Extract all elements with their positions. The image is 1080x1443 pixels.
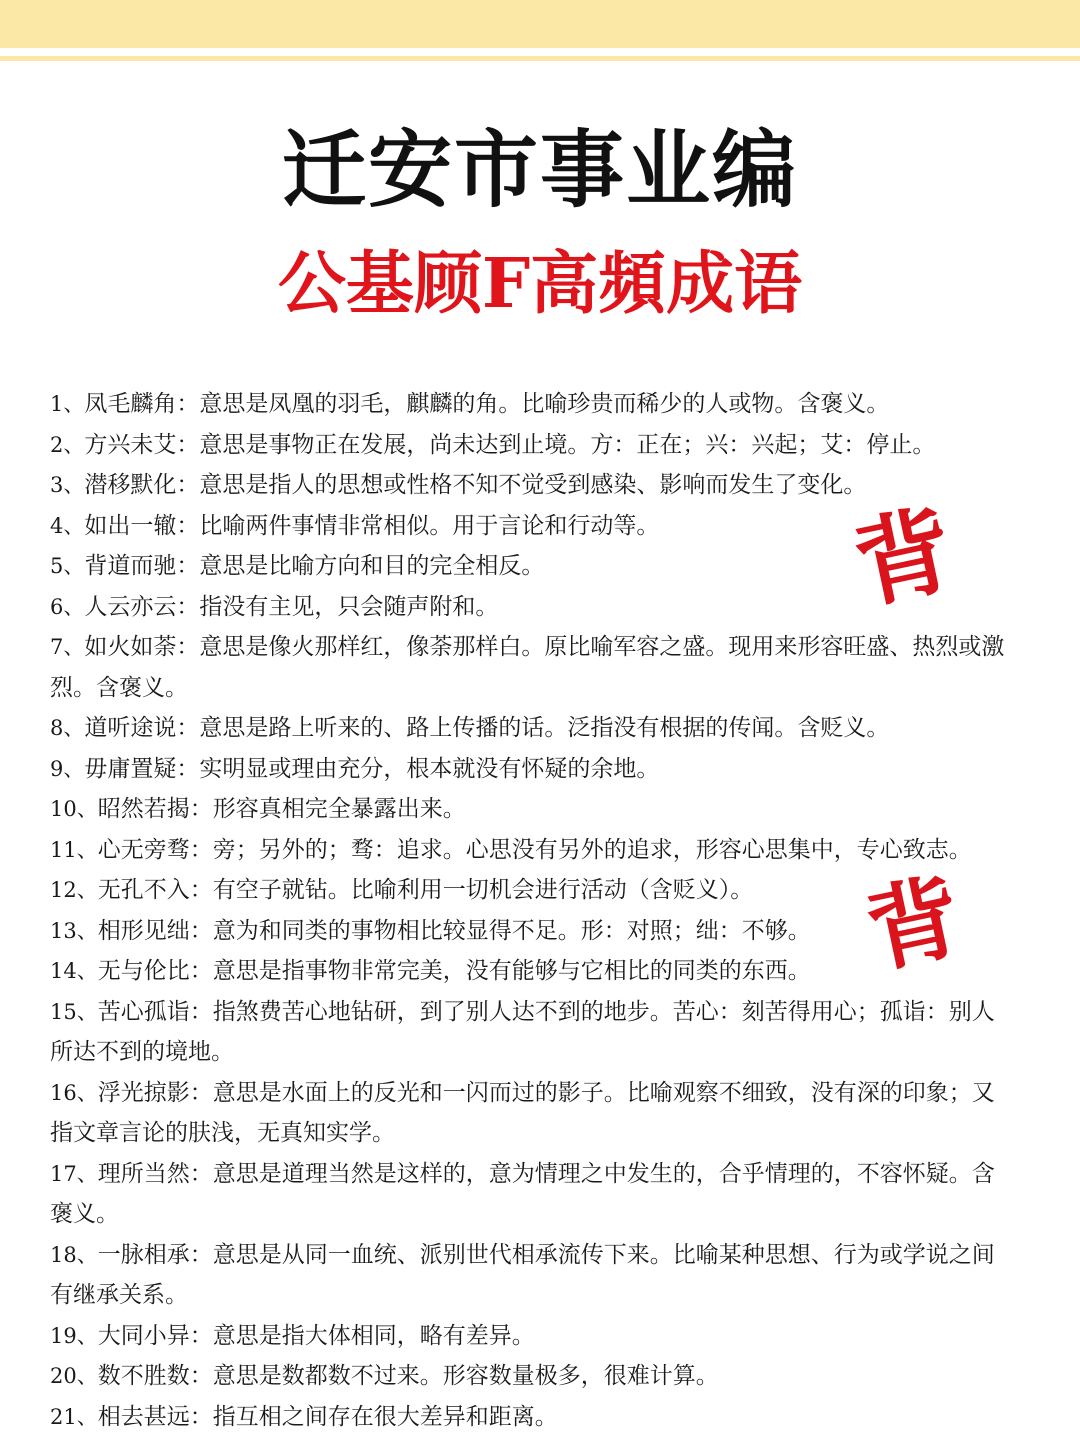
memorize-stamp: 背 <box>845 492 963 623</box>
top-decorative-line <box>0 56 1080 61</box>
idiom-term: 浮光掠影 <box>97 1079 190 1106</box>
idiom-number: 20、 <box>50 1364 98 1388</box>
idiom-number: 18、 <box>50 1242 98 1267</box>
idiom-term: 背道而驰 <box>84 553 177 579</box>
idiom-item <box>50 1073 1010 1154</box>
page-title: 迁安市事业编 <box>281 121 798 219</box>
idiom-term: 数不胜数 <box>97 1363 190 1389</box>
page-subtitle: 公基顾F高頻成语 <box>277 244 803 324</box>
idiom-term: 潜移默化 <box>84 472 177 498</box>
idiom-definition: ：实明显或理由充分，根本就没有怀疑的余地。 <box>176 755 660 782</box>
idiom-term: 人云亦云 <box>84 593 177 620</box>
idiom-item <box>50 830 1010 871</box>
idiom-term: 无孔不入 <box>97 877 190 903</box>
idiom-number: 8、 <box>50 716 85 740</box>
idiom-number: 7、 <box>50 635 85 659</box>
idiom-number: 17、 <box>50 1161 98 1186</box>
idiom-number: 21、 <box>50 1404 98 1429</box>
idiom-term: 相去甚远 <box>97 1403 190 1430</box>
idiom-term: 昭然若揭 <box>97 796 190 822</box>
idiom-item <box>50 749 1010 790</box>
idiom-number: 4、 <box>50 513 85 538</box>
idiom-item <box>50 789 1010 830</box>
idiom-item <box>50 951 1010 992</box>
idiom-term: 苦心孤诣 <box>97 998 190 1025</box>
idiom-term: 如出一辙 <box>84 512 177 539</box>
idiom-definition: ：指煞费苦心地钻研，到了别人达不到的地步。苦心：刻苦得用心；孤诣：别人所达不到的境地。 <box>50 998 995 1065</box>
idiom-definition: ：旁；另外的；骛：追求。心思没有另外的追求，形容心思集中，专心致志。 <box>189 836 972 863</box>
idiom-term: 大同小异 <box>97 1322 190 1349</box>
idiom-definition: ：意思是道理当然是这样的，意为情理之中发生的，合乎情理的，不容怀疑。含褒义。 <box>50 1160 995 1227</box>
idiom-number: 15、 <box>50 999 98 1024</box>
idiom-item <box>50 708 1010 749</box>
idiom-number: 3、 <box>50 473 85 497</box>
idiom-item <box>50 1356 1010 1397</box>
idiom-item <box>50 1235 1010 1316</box>
idiom-number: 10、 <box>50 797 98 821</box>
idiom-definition: ：意思是数都数不过来。形容数量极多，很难计算。 <box>189 1363 719 1389</box>
idiom-number: 5、 <box>50 554 85 578</box>
idiom-item <box>50 1316 1010 1357</box>
idiom-definition: ：意思是凤凰的羽毛，麒麟的角。比喻珍贵而稀少的人或物。含褒义。 <box>176 391 890 417</box>
idiom-item <box>50 425 1010 466</box>
idiom-number: 11、 <box>50 837 98 862</box>
idiom-item <box>50 384 1010 425</box>
idiom-definition: ：意思是指大体相同，略有差异。 <box>189 1322 535 1349</box>
idiom-number: 14、 <box>50 959 98 983</box>
idiom-number: 6、 <box>50 594 85 619</box>
idiom-item <box>50 1397 1010 1438</box>
idiom-definition: ：指没有主见，只会随声附和。 <box>176 593 499 620</box>
idiom-term: 如火如荼 <box>84 634 177 660</box>
idiom-definition: ：意思是指人的思想或性格不知不觉受到感染、影响而发生了变化。 <box>176 472 867 498</box>
idiom-term: 方兴未艾 <box>84 431 177 458</box>
idiom-item <box>50 1154 1010 1235</box>
idiom-definition: ：意思是从同一血统、派别世代相承流传下来。比喻某种思想、行为或学说之间有继承关系。 <box>50 1241 995 1308</box>
idiom-definition: ：意思是事物正在发展，尚未达到止境。方：正在；兴：兴起；艾：停止。 <box>176 431 936 458</box>
idiom-term: 道听途说 <box>84 715 177 741</box>
idiom-definition: ：意思是路上听来的、路上传播的话。泛指没有根据的传闻。含贬义。 <box>176 715 890 741</box>
idiom-term: 毋庸置疑 <box>84 755 177 782</box>
idiom-item <box>50 992 1010 1073</box>
memorize-stamp: 背 <box>857 861 971 987</box>
idiom-definition: ：意思是指事物非常完美，没有能够与它相比的同类的东西。 <box>189 958 811 984</box>
idiom-definition: ：比喻两件事情非常相似。用于言论和行动等。 <box>176 512 660 539</box>
idiom-term: 心无旁骛 <box>97 836 190 863</box>
idiom-number: 16、 <box>50 1080 98 1105</box>
idiom-definition: ：形容真相完全暴露出来。 <box>189 796 466 822</box>
idiom-number: 13、 <box>50 918 98 943</box>
idiom-term: 凤毛麟角 <box>84 391 177 417</box>
idiom-number: 9、 <box>50 756 85 781</box>
idiom-definition: ：意思是比喻方向和目的完全相反。 <box>176 553 545 579</box>
idiom-definition: ：意思是像火那样红，像荼那样白。原比喻军容之盛。现用来形容旺盛、热烈或激烈。含褒义。 <box>50 634 1005 701</box>
idiom-definition: ：指互相之间存在很大差异和距离。 <box>189 1403 558 1430</box>
idiom-definition: ：意思是水面上的反光和一闪而过的影子。比喻观察不细致，没有深的印象；又指文章言论的肤浅，无真知实学。 <box>50 1079 995 1146</box>
top-decorative-band <box>0 0 1080 48</box>
idiom-definition: ：有空子就钻。比喻利用一切机会进行活动（含贬义）。 <box>189 877 754 903</box>
idiom-term: 一脉相承 <box>97 1241 190 1268</box>
idiom-item <box>50 627 1010 708</box>
idiom-term: 无与伦比 <box>97 958 190 984</box>
idiom-number: 1、 <box>50 392 85 416</box>
idiom-number: 2、 <box>50 432 85 457</box>
idiom-number: 12、 <box>50 878 98 902</box>
idiom-number: 19、 <box>50 1323 98 1348</box>
idiom-term: 理所当然 <box>97 1160 190 1187</box>
idiom-item <box>50 465 1010 506</box>
idiom-definition: ：意为和同类的事物相比较显得不足。形：对照；绌：不够。 <box>189 917 811 944</box>
idiom-term: 相形见绌 <box>97 917 190 944</box>
